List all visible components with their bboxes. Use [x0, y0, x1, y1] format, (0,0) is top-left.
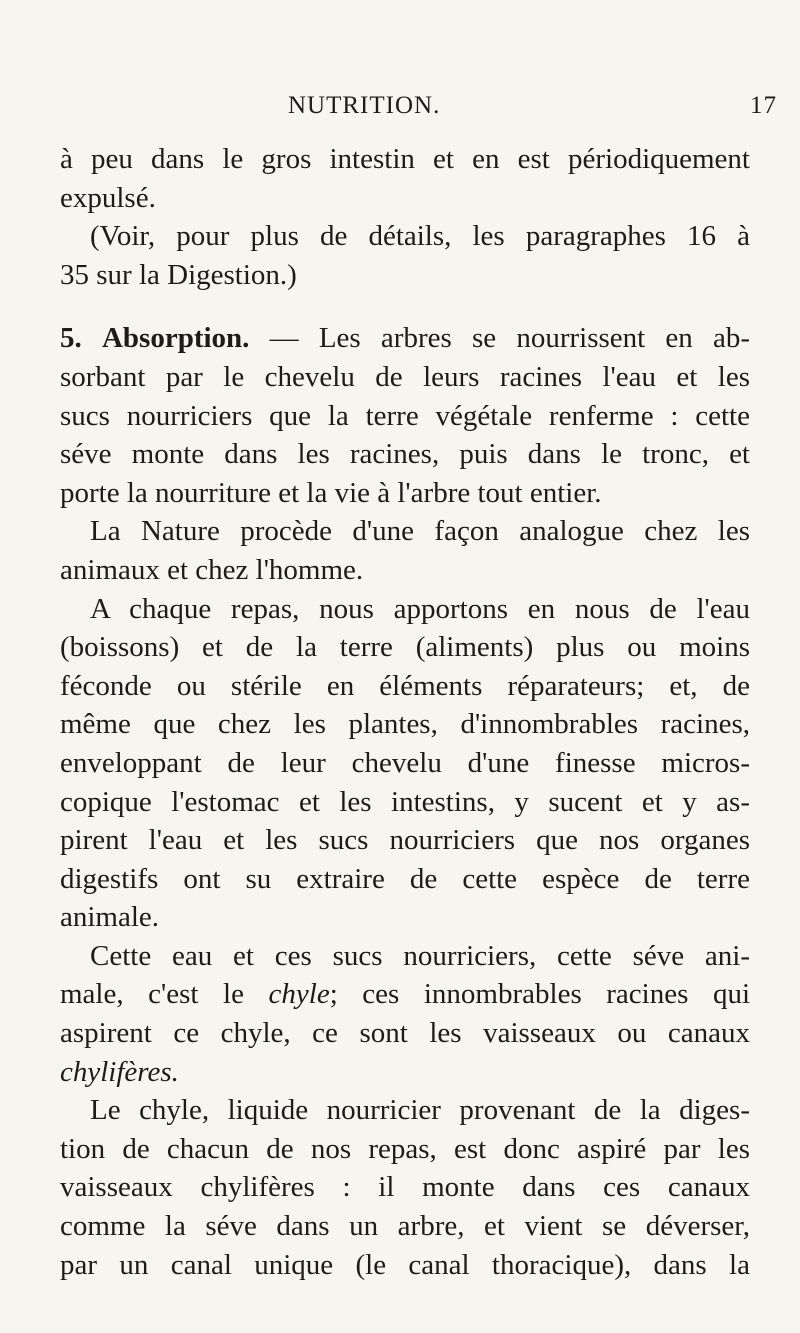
text-line: à peu dans le gros intestin et en est périodiquement	[60, 143, 750, 175]
text-line: expulsé.	[60, 181, 156, 214]
paragraph-nature	[60, 512, 750, 589]
section-absorption	[60, 319, 750, 512]
text-line: Le chyle, liquide nourricier provenant de la diges-	[90, 1094, 750, 1127]
text-line: sorbant par le chevelu de leurs racines l'eau et les	[60, 360, 750, 393]
text-line-with-term	[60, 975, 750, 1014]
section-gap	[60, 294, 750, 319]
text-line: animaux et chez l'homme.	[60, 553, 364, 586]
text-line: pirent l'eau et les sucs nourriciers que nos organes	[60, 824, 750, 857]
text-line: porte la nourriture et la vie à l'arbre tout entier.	[60, 476, 602, 509]
section-heading-line	[60, 319, 750, 358]
text-line: aspirent ce chyle, ce sont les vaisseaux ou canaux	[60, 1017, 750, 1050]
text-line: A chaque repas, nous apportons en nous de l'eau	[90, 592, 750, 625]
text-fragment: ; ces innombrables racines qui	[329, 978, 750, 1011]
text-line: (Voir, pour plus de détails, les paragraphes 16 à	[90, 220, 750, 253]
text-line: copique l'estomac et les intestins, y sucent et y as-	[60, 785, 750, 818]
paragraph-vaisseaux	[60, 1091, 750, 1284]
text-line: animale.	[60, 901, 160, 934]
text-line: (boissons) et de la terre (aliments) plus ou moins	[60, 631, 750, 664]
text-line: digestifs ont su extraire de cette espèce de terre	[60, 862, 750, 895]
running-title: NUTRITION.	[288, 92, 441, 119]
text-line: Cette eau et ces sucs nourriciers, cette séve ani-	[90, 939, 750, 972]
paragraph-chyle	[60, 937, 750, 1091]
text-line: féconde ou stérile en éléments réparateurs; et, de	[60, 669, 750, 702]
text-fragment: — Les arbres se nourrissent en ab-	[269, 322, 751, 355]
text-fragment: male, c'est le	[60, 978, 244, 1011]
text-line: enveloppant de leur chevelu d'une finesse micros-	[60, 746, 750, 779]
body-text	[60, 140, 750, 1284]
text-line: même que chez les plantes, d'innombrables racines,	[60, 708, 750, 741]
text-line: par un canal unique (le canal thoracique), dans la	[60, 1248, 750, 1281]
text-line: séve monte dans les racines, puis dans le tronc, et	[60, 438, 750, 471]
term-chyle: chyle	[268, 978, 330, 1011]
section-number: 5.	[60, 322, 82, 355]
running-head	[0, 92, 800, 126]
text-line: La Nature procède d'une façon analogue chez les	[90, 515, 750, 548]
text-line: vaisseaux chylifères : il monte dans ces canaux	[60, 1171, 750, 1204]
term-chyliferes: chylifères.	[60, 1055, 179, 1088]
paragraph-reference	[60, 217, 750, 294]
text-line: sucs nourriciers que la terre végétale renferme : cette	[60, 399, 750, 432]
paragraph-continuation	[60, 140, 750, 217]
page-number: 17	[750, 92, 777, 119]
section-heading: Absorption.	[101, 322, 250, 355]
text-line: 35 sur la Digestion.)	[60, 258, 297, 291]
text-line: comme la séve dans un arbre, et vient se déverser,	[60, 1210, 750, 1243]
paragraph-repas	[60, 590, 750, 937]
text-line: tion de chacun de nos repas, est donc aspiré par les	[60, 1132, 750, 1165]
